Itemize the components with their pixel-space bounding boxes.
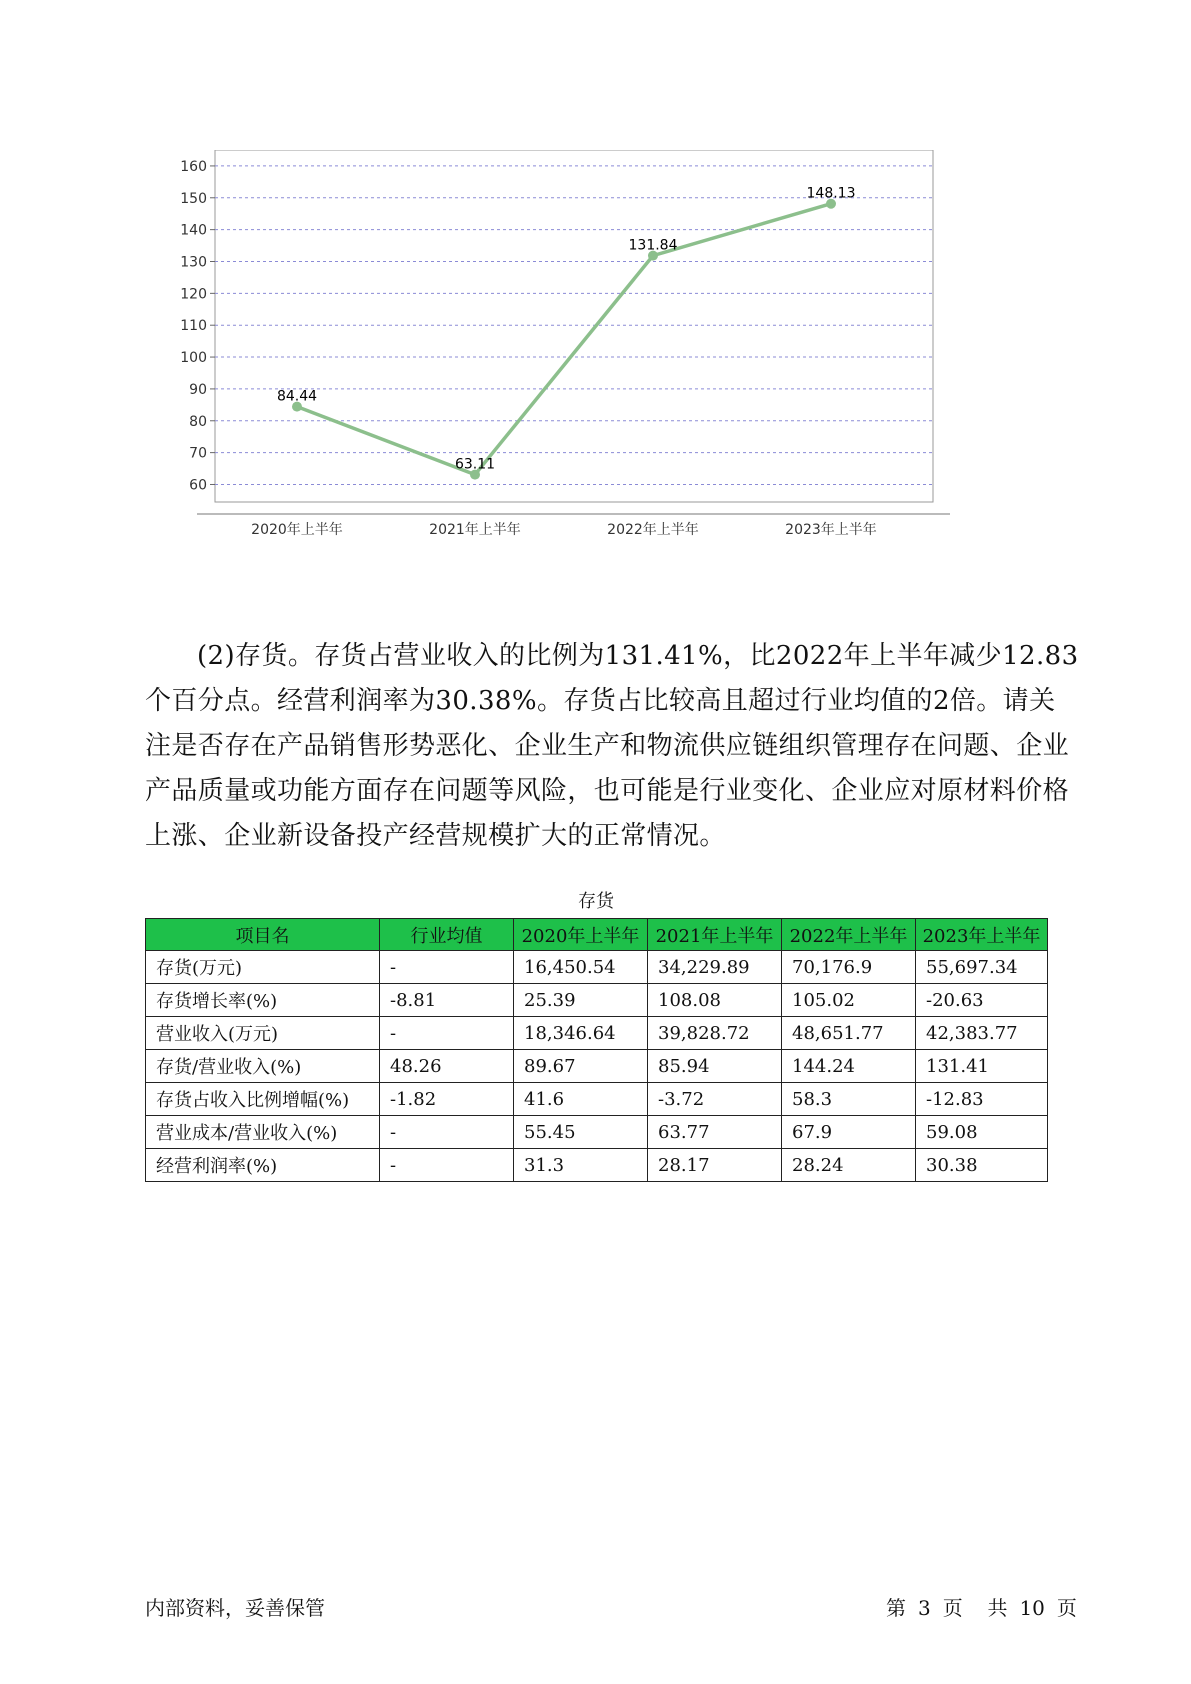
table-row [146,1050,1048,1083]
data-label: 84.44 [276,388,318,405]
header-cell: 2021年上半年 [648,919,782,951]
data-label: 148.13 [806,185,856,202]
table-cell: 105.02 [782,984,916,1017]
total-prefix: 共 [987,1596,1008,1620]
table-cell: 25.39 [514,984,648,1017]
table-row [146,984,1048,1017]
table-cell: 144.24 [782,1050,916,1083]
y-tick-label: 120 [180,286,207,303]
y-tick-label: 60 [189,477,207,494]
y-tick-label: 160 [180,158,207,175]
y-tick-label: 140 [180,222,207,239]
table-cell: 41.6 [514,1083,648,1116]
plot-frame [215,150,933,502]
table-cell: 85.94 [648,1050,782,1083]
table-row [146,1116,1048,1149]
table-cell: 18,346.64 [514,1017,648,1050]
inventory-line-chart [150,150,1010,590]
table-row [146,951,1048,984]
header-cell: 项目名 [146,919,380,951]
y-tick-label: 110 [180,318,207,335]
table-caption: 存货 [578,891,614,912]
table-cell: 42,383.77 [916,1017,1048,1050]
table-cell: -12.83 [916,1083,1048,1116]
inventory-paragraph-text: (2)存货。存货占营业收入的比例为131.41%，比2022年上半年减少12.83个百分点。经营利润率为30.38%。存货占比较高且超过行业均值的2倍。请关注是否存在产品销售形势恶化、企业生产和物流供应链组织管理存在问题、企业产品质量或功能方面存在问题等风险，也可能是行业变化、企业应对原材料价格上涨、企业新设备投产经营规模扩大的正常情况。 [145,641,1079,851]
total-pages: 10 [1019,1596,1045,1620]
table-cell: -3.72 [648,1083,782,1116]
footer-confidential-note: 内部资料，妥善保管 [145,1596,325,1620]
table-cell: 55.45 [514,1116,648,1149]
table-cell: 存货占收入比例增幅(%) [146,1083,380,1116]
inventory-paragraph [145,634,1080,859]
header-cell: 行业均值 [380,919,514,951]
footer-page-indicator [880,1592,1083,1621]
table-cell: 108.08 [648,984,782,1017]
table-cell: 48,651.77 [782,1017,916,1050]
page-prefix: 第 [886,1596,906,1620]
page-unit: 页 [942,1596,963,1620]
table-cell: 28.17 [648,1149,782,1182]
table-cell: 89.67 [514,1050,648,1083]
y-tick-label: 90 [189,381,207,398]
table-cell: 营业收入(万元) [146,1017,380,1050]
table-cell: - [380,1149,514,1182]
table-cell: -1.82 [380,1083,514,1116]
header-cell: 2020年上半年 [514,919,648,951]
table-row [146,1149,1048,1182]
table-cell: 131.41 [916,1050,1048,1083]
table-cell: 31.3 [514,1149,648,1182]
table-cell: - [380,1116,514,1149]
table-cell: 67.9 [782,1116,916,1149]
inventory-table [145,918,1048,1182]
series-line [297,204,831,475]
table-cell: - [380,951,514,984]
table-cell: 30.38 [916,1149,1048,1182]
table-cell: 存货(万元) [146,951,380,984]
chart-svg [150,150,1010,590]
x-tick-label: 2020年上半年 [251,522,343,538]
table-cell: 存货/营业收入(%) [146,1050,380,1083]
table-row [146,1017,1048,1050]
table-cell: 48.26 [380,1050,514,1083]
y-tick-label: 100 [180,350,207,367]
table-header-row [146,919,1048,951]
table-cell: 34,229.89 [648,951,782,984]
table-cell: 经营利润率(%) [146,1149,380,1182]
y-tick-label: 130 [180,254,207,271]
data-label: 131.84 [628,237,678,254]
x-tick-label: 2021年上半年 [429,522,521,538]
page-number: 3 [918,1596,931,1620]
data-label: 63.11 [454,456,496,473]
y-tick-label: 70 [189,445,207,462]
table-cell: 63.77 [648,1116,782,1149]
table-cell: 营业成本/营业收入(%) [146,1116,380,1149]
table-cell: 70,176.9 [782,951,916,984]
header-cell: 2023年上半年 [916,919,1048,951]
table-cell: 58.3 [782,1083,916,1116]
table-cell: - [380,1017,514,1050]
total-unit: 页 [1056,1596,1077,1620]
table-cell: 59.08 [916,1116,1048,1149]
table-cell: -8.81 [380,984,514,1017]
table-cell: 存货增长率(%) [146,984,380,1017]
y-tick-label: 150 [180,190,207,207]
y-tick-label: 80 [189,413,207,430]
header-cell: 2022年上半年 [782,919,916,951]
table-cell: 28.24 [782,1149,916,1182]
table-cell: 39,828.72 [648,1017,782,1050]
table-cell: 16,450.54 [514,951,648,984]
table-row [146,1083,1048,1116]
table-cell: -20.63 [916,984,1048,1017]
x-tick-label: 2022年上半年 [607,522,699,538]
x-tick-label: 2023年上半年 [785,522,877,538]
table-cell: 55,697.34 [916,951,1048,984]
